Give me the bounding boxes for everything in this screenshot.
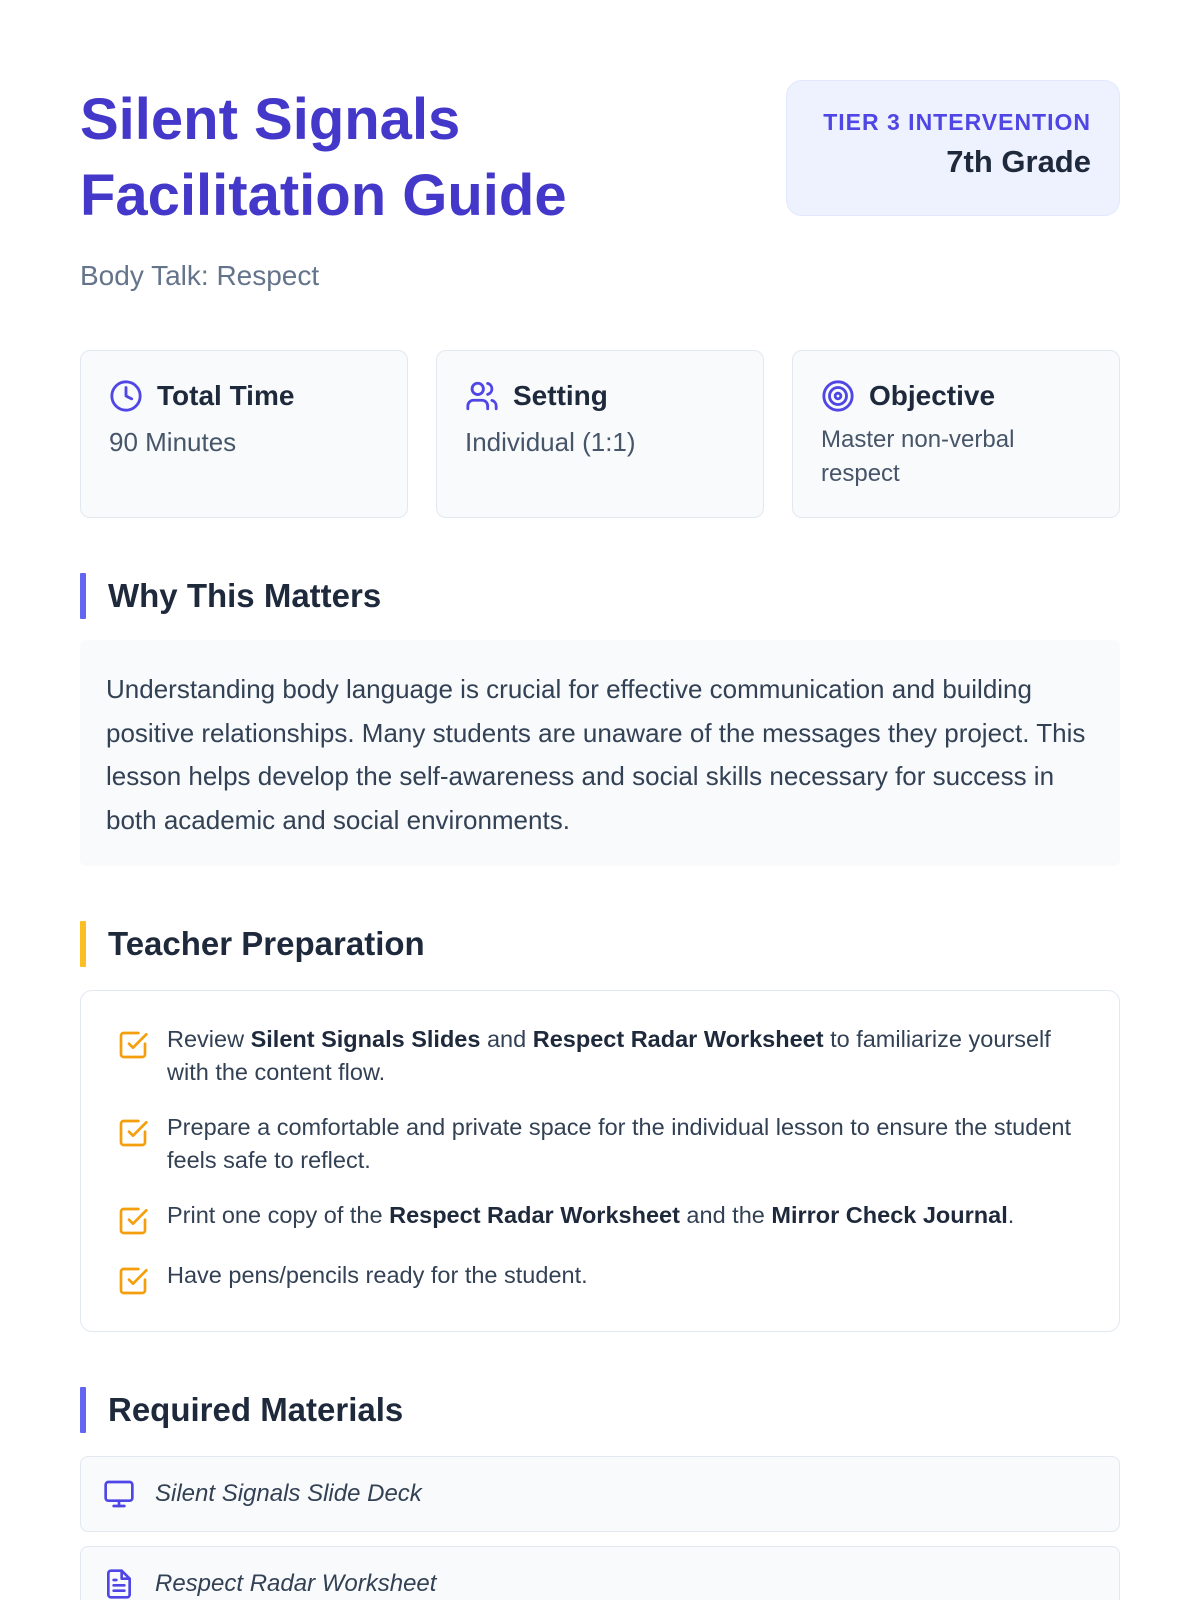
title-block [80, 80, 567, 292]
tier-label: TIER 3 INTERVENTION [823, 109, 1091, 135]
checklist-item [117, 1259, 1083, 1297]
document-icon [103, 1568, 135, 1600]
clock-icon [109, 379, 143, 413]
section-accent-bar [80, 921, 86, 967]
tier-badge [786, 80, 1120, 216]
info-card-value: 90 Minutes [109, 427, 237, 457]
info-card-title: Objective [869, 380, 996, 411]
materials-list [80, 1456, 1120, 1600]
info-card-title: Total Time [157, 380, 295, 411]
section-materials-heading [80, 1386, 1120, 1434]
target-icon [821, 379, 855, 413]
section-title: Why This Matters [108, 577, 382, 614]
info-card-title: Setting [513, 380, 608, 411]
checkbox-checked-icon [117, 1117, 149, 1149]
checkbox-checked-icon [117, 1029, 149, 1061]
material-item-worksheet [80, 1546, 1120, 1600]
checklist-item [117, 1023, 1083, 1089]
info-card-value: Individual (1:1) [465, 427, 636, 457]
material-label: Respect Radar Worksheet [155, 1570, 437, 1597]
material-item-slides [80, 1456, 1120, 1532]
info-card-total-time [80, 350, 408, 518]
title-line-2: Facilitation Guide [80, 163, 567, 228]
material-label: Silent Signals Slide Deck [155, 1480, 422, 1507]
checklist-item [117, 1111, 1083, 1177]
page-subtitle: Body Talk: Respect [80, 260, 320, 291]
grade-label: 7th Grade [946, 144, 1091, 179]
section-accent-bar [80, 573, 86, 619]
why-body: Understanding body language is crucial for effective communication and building positive relationships. Many students are unaware of the messages they project. This lesson helps develop the self-awareness and social skills necessary for success in both academic and social environments. [80, 640, 1120, 866]
title-line-1: Silent Signals [80, 87, 461, 152]
users-icon [465, 379, 499, 413]
checkbox-checked-icon [117, 1205, 149, 1237]
checklist-text: Have pens/pencils ready for the student. [167, 1262, 588, 1288]
checkbox-checked-icon [117, 1265, 149, 1297]
section-title: Teacher Preparation [108, 925, 425, 962]
checklist-text: Print one copy of the Respect Radar Worksheet and the Mirror Check Journal. [167, 1202, 1015, 1228]
section-title: Required Materials [108, 1391, 404, 1428]
header [80, 80, 1120, 292]
info-card-setting [436, 350, 764, 518]
section-prep-heading [80, 920, 1120, 968]
monitor-icon [103, 1478, 135, 1510]
section-accent-bar [80, 1387, 86, 1433]
info-card-value: Master non-verbal respect [821, 426, 1015, 487]
checklist-text: Review Silent Signals Slides and Respect Radar Worksheet to familiarize yourself with the content flow. [167, 1026, 1051, 1085]
page-title [80, 82, 567, 234]
checklist-text: Prepare a comfortable and private space for the individual lesson to ensure the student feels safe to reflect. [167, 1114, 1071, 1173]
checklist-item [117, 1199, 1083, 1237]
prep-checklist [80, 990, 1120, 1332]
info-card-objective [792, 350, 1120, 518]
info-cards [80, 350, 1120, 518]
section-why-heading [80, 572, 1120, 620]
